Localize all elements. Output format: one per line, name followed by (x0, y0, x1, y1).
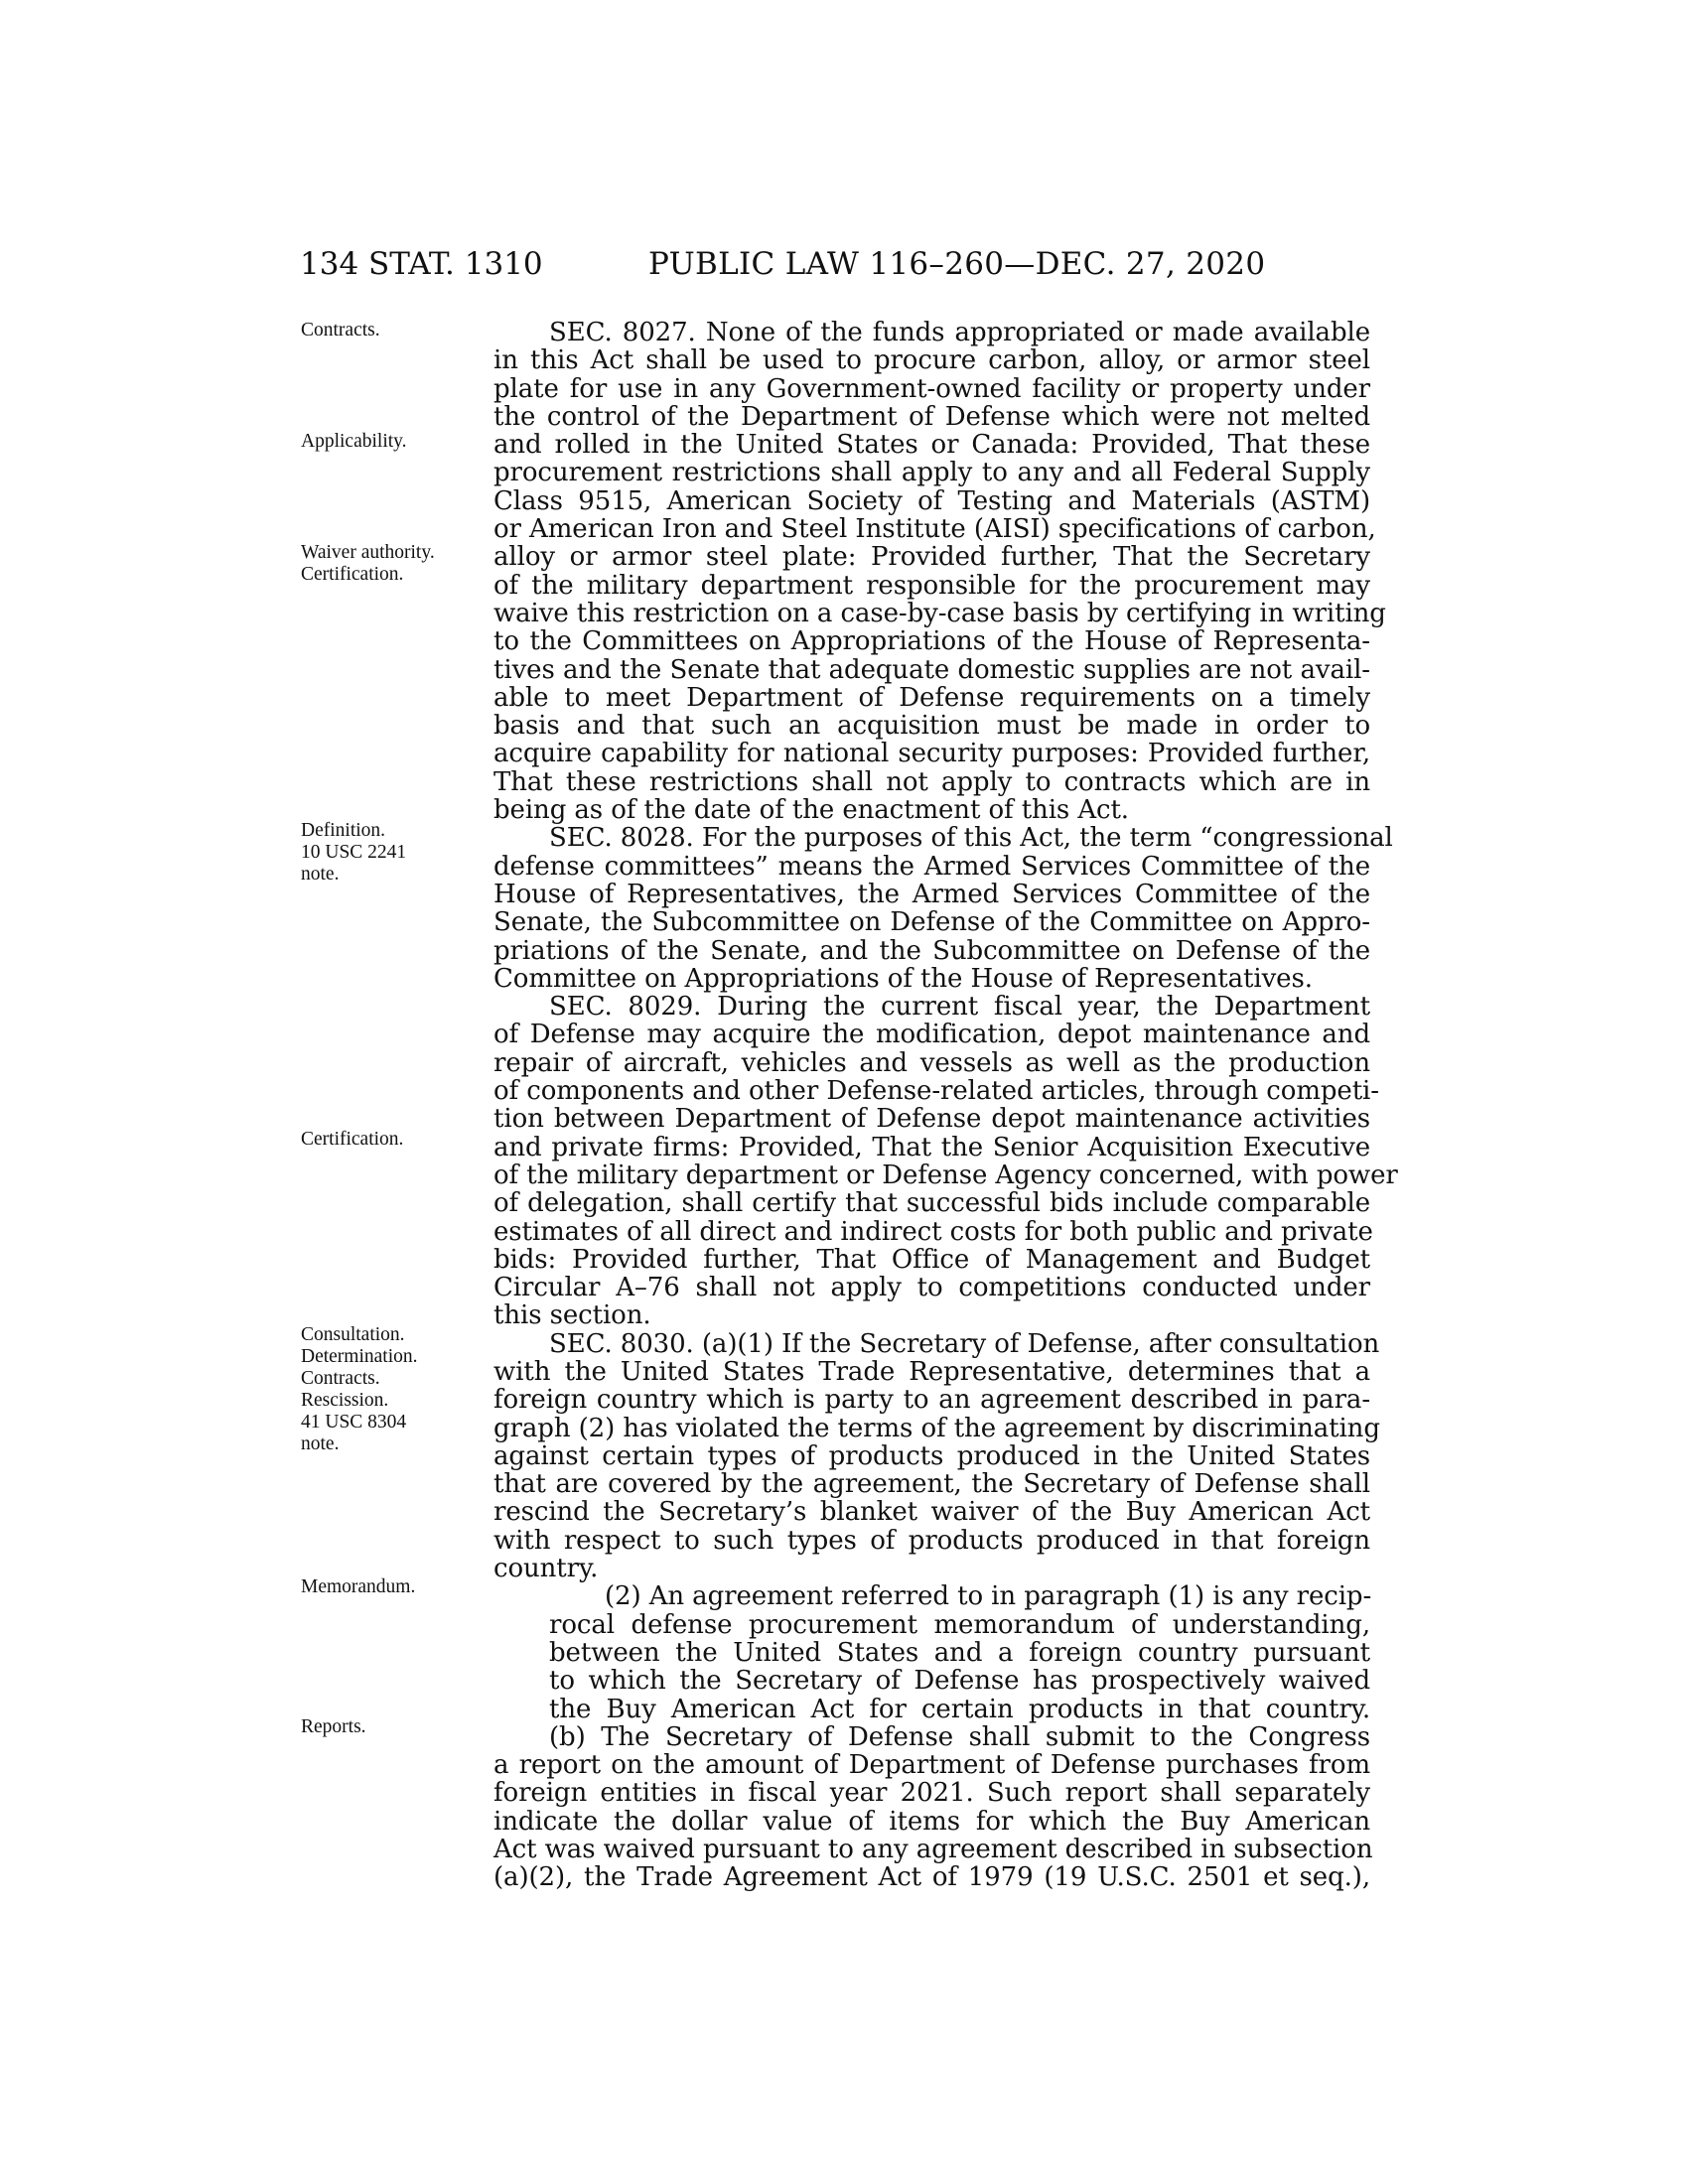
text-line: That these restrictions shall not apply to contracts which are in (493, 766, 1370, 797)
text-line: to the Committees on Appropriations of the House of Representa- (493, 626, 1370, 657)
text-line: foreign country which is party to an agreement described in para- (493, 1385, 1370, 1416)
text-line: in this Act shall be used to procure carbon, alloy, or armor steel (493, 345, 1370, 376)
margin-note: Memorandum. (301, 1576, 416, 1597)
statute-body (493, 318, 1398, 1893)
text-line: of Defense may acquire the modification, depot maintenance and (493, 1020, 1370, 1050)
text-line: or American Iron and Steel Institute (AISI) specifications of carbon, (493, 514, 1376, 545)
text-line: tion between Department of Defense depot maintenance activities (493, 1104, 1370, 1135)
text-line: between the United States and a foreign country pursuant (549, 1637, 1370, 1668)
text-line: estimates of all direct and indirect costs for both public and private (493, 1216, 1373, 1247)
text-line: and private firms: Provided, That the Senior Acquisition Executive (493, 1132, 1370, 1162)
text-line: with the United States Trade Representative, determines that a (493, 1356, 1370, 1387)
margin-note: Applicability. (301, 431, 407, 452)
text-line: able to meet Department of Defense requirements on a timely (493, 682, 1370, 713)
running-head-title: PUBLIC LAW 116–260—DEC. 27, 2020 (648, 246, 1266, 282)
text-line: country. (493, 1554, 599, 1584)
text-line: Class 9515, American Society of Testing and Materials (ASTM) (493, 485, 1370, 516)
text-line: that are covered by the agreement, the Secretary of Defense shall (493, 1469, 1370, 1500)
text-line: SEC. 8028. For the purposes of this Act, the term “congressional (549, 823, 1393, 854)
text-line: a report on the amount of Department of Defense purchases from (493, 1750, 1370, 1781)
text-line: Act was waived pursuant to any agreement described in subsection (493, 1835, 1373, 1865)
stat-reference: 134 STAT. 1310 (300, 246, 543, 282)
text-line: Committee on Appropriations of the House of Representatives. (493, 963, 1313, 994)
margin-note: Definition. 10 USC 2241 note. (301, 820, 407, 885)
text-line: priations of the Senate, and the Subcommittee on Defense of the (493, 935, 1370, 966)
text-line: bids: Provided further, That Office of Management and Budget (493, 1244, 1370, 1275)
text-line: procurement restrictions shall apply to any and all Federal Supply (493, 458, 1370, 488)
text-line: repair of aircraft, vehicles and vessels as well as the production (493, 1047, 1370, 1078)
page-header (0, 246, 1688, 286)
text-line: waive this restriction on a case-by-case basis by certifying in writing (493, 598, 1386, 628)
text-line: SEC. 8030. (a)(1) If the Secretary of Defense, after consultation (549, 1328, 1380, 1359)
text-line: of the military department or Defense Agency concerned, with power (493, 1160, 1398, 1190)
text-line: House of Representatives, the Armed Services Committee of the (493, 879, 1370, 909)
text-line: of the military department responsible for the procurement may (493, 570, 1370, 601)
text-line: indicate the dollar value of items for which the Buy American (493, 1806, 1370, 1837)
text-line: plate for use in any Government-owned facility or property under (493, 373, 1370, 404)
text-line: being as of the date of the enactment of this Act. (493, 795, 1129, 826)
text-line: SEC. 8027. None of the funds appropriated or made available (549, 318, 1370, 347)
text-line: of components and other Defense-related articles, through competi- (493, 1076, 1379, 1107)
text-line: Senate, the Subcommittee on Defense of the Committee on Appro- (493, 907, 1370, 938)
text-line: the control of the Department of Defense which were not melted (493, 401, 1370, 432)
text-line: basis and that such an acquisition must be made in order to (493, 711, 1370, 742)
text-line: this section. (493, 1300, 651, 1331)
text-line: rescind the Secretary’s blanket waiver of the Buy American Act (493, 1497, 1370, 1528)
text-line: to which the Secretary of Defense has prospectively waived (549, 1666, 1370, 1697)
text-line: tives and the Senate that adequate domestic supplies are not avail- (493, 654, 1370, 685)
text-line: of delegation, shall certify that successful bids include comparable (493, 1188, 1370, 1219)
text-line: the Buy American Act for certain products in that country. (549, 1694, 1370, 1724)
margin-note: Consultation. Determination. Contracts. Rescission. 41 USC 8304 note. (301, 1324, 418, 1454)
margin-note: Certification. (301, 1129, 404, 1150)
text-line: SEC. 8029. During the current fiscal year, the Department (549, 992, 1370, 1023)
text-line: foreign entities in fiscal year 2021. Such report shall separately (493, 1778, 1370, 1809)
text-line: (a)(2), the Trade Agreement Act of 1979 (19 U.S.C. 2501 et seq.), (493, 1862, 1370, 1893)
text-line: rocal defense procurement memorandum of understanding, (549, 1609, 1370, 1640)
text-line: Circular A–76 shall not apply to competitions conducted under (493, 1273, 1370, 1303)
text-line: with respect to such types of products produced in that foreign (493, 1525, 1370, 1556)
text-line: alloy or armor steel plate: Provided further, That the Secretary (493, 542, 1370, 573)
text-line: against certain types of products produced in the United States (493, 1440, 1370, 1471)
margin-note: Reports. (301, 1716, 366, 1737)
text-line: (2) An agreement referred to in paragraph (1) is any recip- (605, 1581, 1372, 1612)
text-line: and rolled in the United States or Canada: Provided, That these (493, 430, 1370, 461)
text-line: (b) The Secretary of Defense shall submit to the Congress (549, 1721, 1370, 1752)
text-line: defense committees” means the Armed Services Committee of the (493, 851, 1370, 882)
margin-note: Contracts. (301, 320, 380, 341)
margin-note: Waiver authority. Certification. (301, 542, 435, 585)
text-line: graph (2) has violated the terms of the agreement by discriminating (493, 1413, 1380, 1443)
text-line: acquire capability for national security purposes: Provided further, (493, 739, 1370, 769)
